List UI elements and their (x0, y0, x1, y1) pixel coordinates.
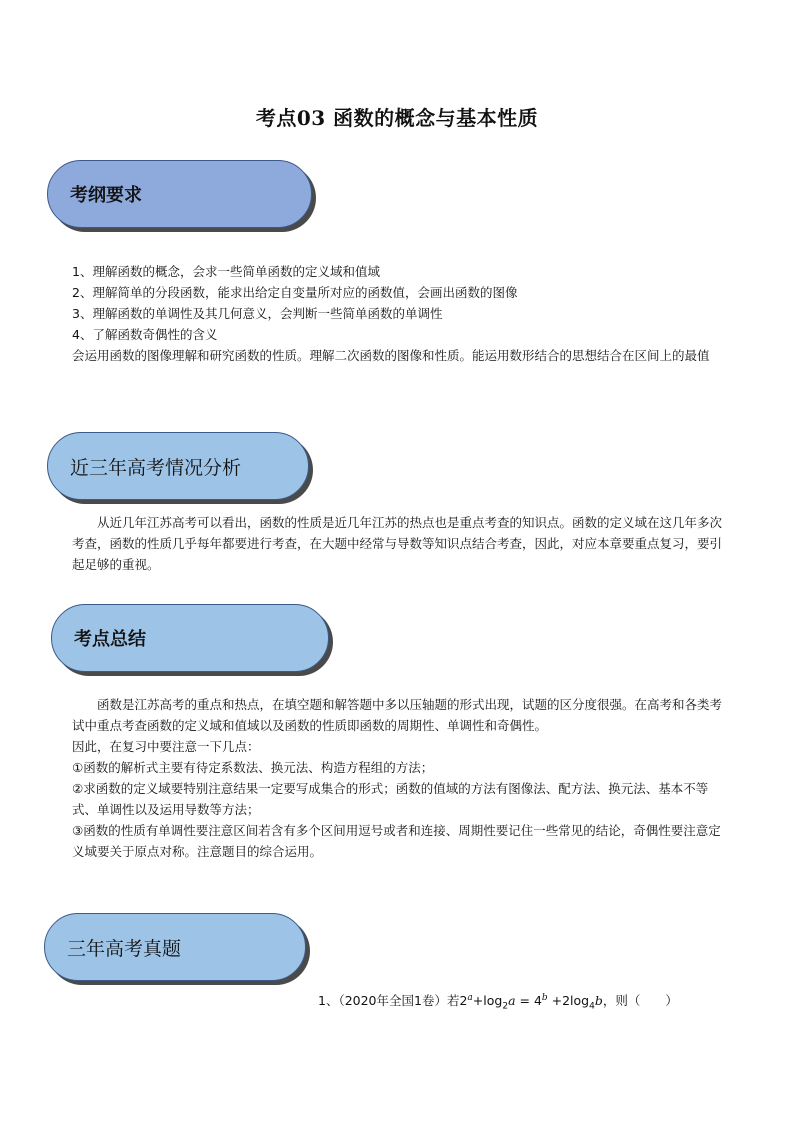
exam-analysis-paragraph: 从近几年江苏高考可以看出，函数的性质是近几年江苏的热点也是重点考查的知识点。函数的定义域在这几年多次考查，函数的性质几乎每年都要进行考查，在大题中经常与导数等知识点结合考查，因此，对应本章要重点复习，要引起足够的重视。 (72, 515, 723, 572)
requirement-line: 会运用函数的图像理解和研究函数的性质。理解二次函数的图像和性质。能运用数形结合的思想结合在区间上的最值 (72, 348, 710, 363)
key-points-body (72, 694, 732, 862)
question-1-suffix: ，则（ ） (602, 993, 678, 1008)
key-points-paragraph: 函数是江苏高考的重点和热点，在填空题和解答题中多以压轴题的形式出现，试题的区分度很强。在高考和各类考试中重点考查函数的定义域和值域以及函数的性质即函数的周期性、单调性和奇偶性。 (72, 697, 723, 733)
page-title: 考点03 函数的概念与基本性质 (255, 106, 539, 130)
key-point-line: ①函数的解析式主要有待定系数法、换元法、构造方程组的方法； (72, 760, 434, 775)
section-heading-exam-requirements: 考纲要求 (47, 160, 312, 228)
requirement-line: 4、了解函数奇偶性的含义 (72, 327, 218, 342)
requirement-line: 3、理解函数的单调性及其几何意义，会判断一些简单函数的单调性 (72, 306, 443, 321)
requirement-line: 2、理解简单的分段函数，能求出给定自变量所对应的函数值，会画出函数的图像 (72, 285, 518, 300)
key-point-line: ②求函数的定义域要特别注意结果一定要写成集合的形式；函数的值域的方法有图像法、配方法、换元法、基本不等式、单调性以及运用导数等方法； (72, 781, 709, 817)
question-1-formula: $2^a+\log_2a = 4^b +2\log_4b$ (459, 992, 603, 1012)
key-point-line: 因此，在复习中要注意一下几点： (72, 739, 260, 754)
section-heading-key-points-summary: 考点总结 (51, 604, 329, 672)
requirement-line: 1、理解函数的概念，会求一些简单函数的定义域和值域 (72, 264, 380, 279)
question-1-prefix: 1、（2020年全国1卷）若 (318, 993, 460, 1008)
exam-requirements-body (72, 261, 732, 366)
section-heading-past-exam-questions: 三年高考真题 (44, 913, 306, 981)
section-heading-exam-analysis: 近三年高考情况分析 (47, 432, 309, 500)
question-1 (318, 991, 678, 1012)
key-point-line: ③函数的性质有单调性要注意区间若含有多个区间用逗号或者和连接、周期性要记住一些常见的结论，奇偶性要注意定义域要关于原点对称。注意题目的综合运用。 (72, 823, 721, 859)
